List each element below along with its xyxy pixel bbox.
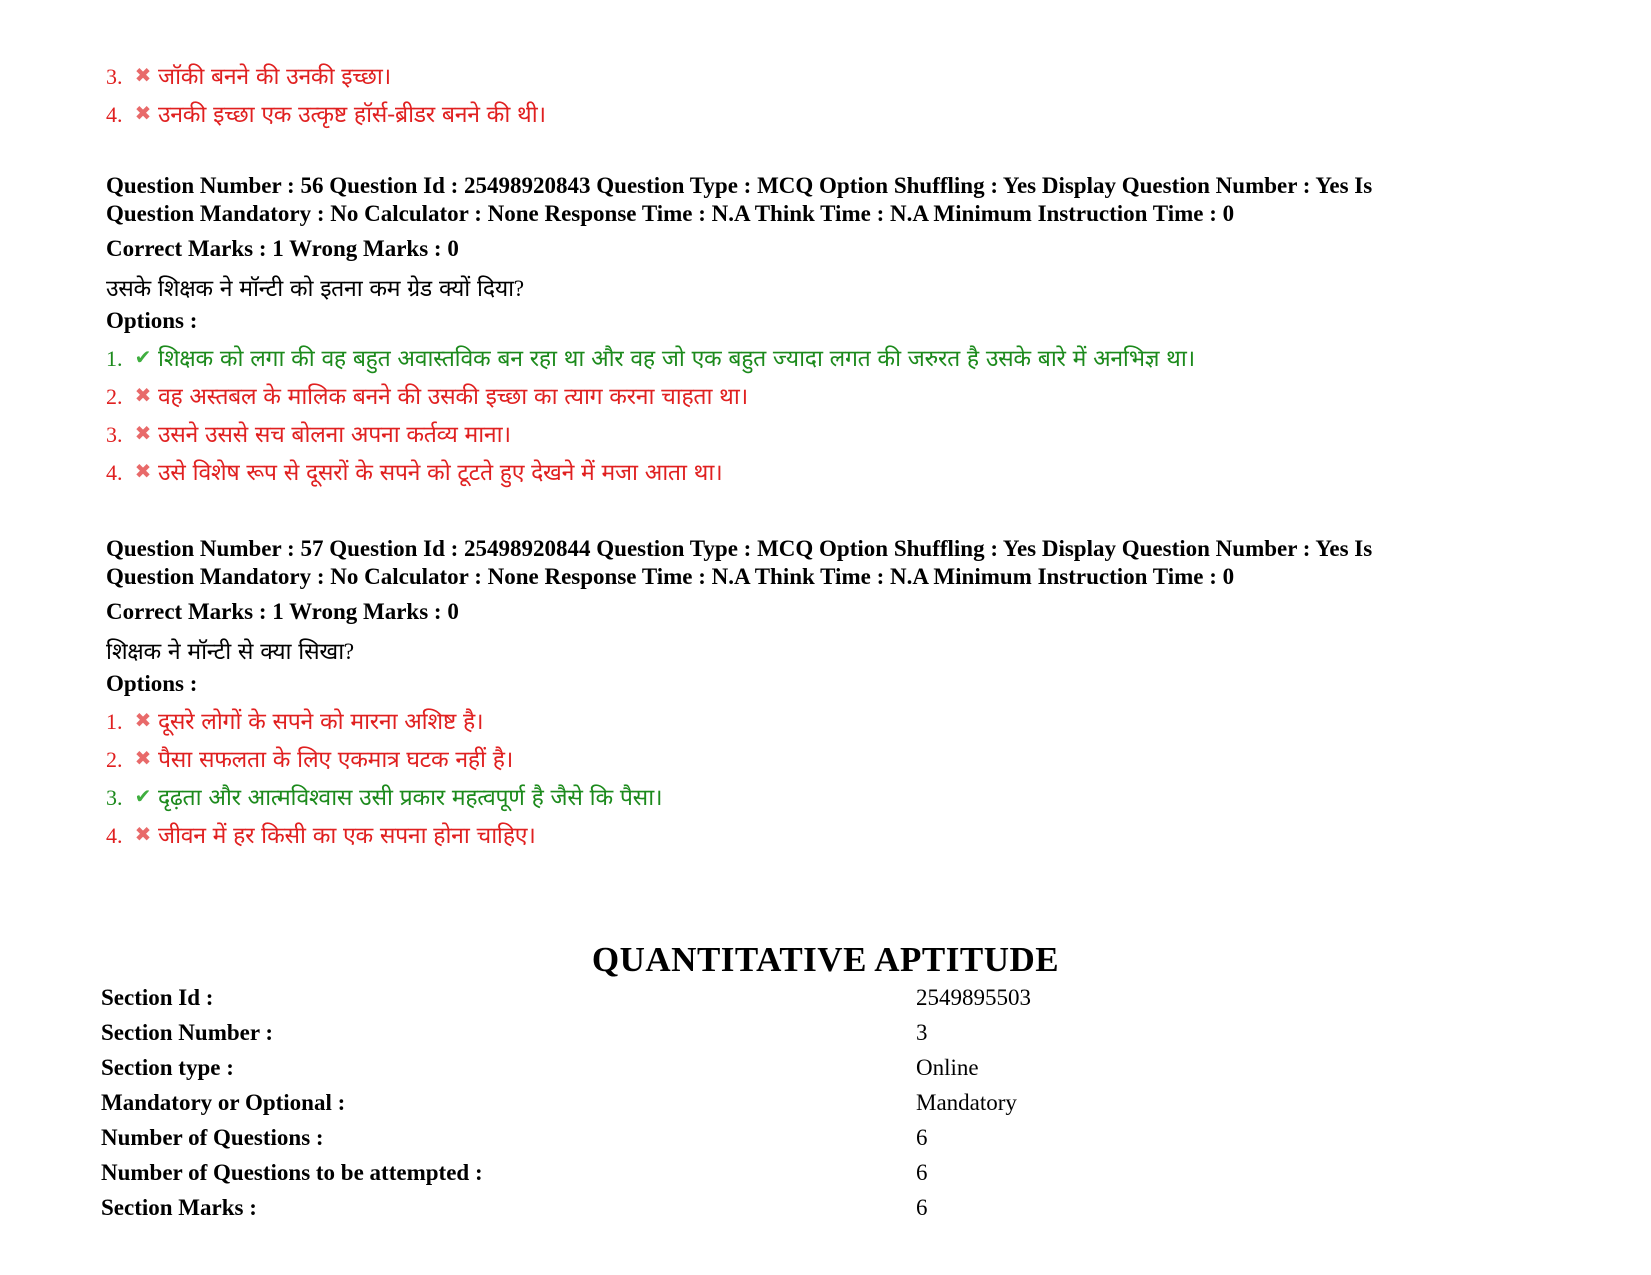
option-number: 1.	[106, 709, 123, 734]
cross-icon: ✖	[134, 708, 152, 732]
option-number: 4.	[106, 102, 123, 127]
option-row	[106, 781, 662, 813]
section-row	[101, 1121, 1101, 1155]
option-number: 2.	[106, 384, 123, 409]
question-mark: ?	[513, 276, 524, 301]
question-mark: ?	[343, 639, 354, 664]
question-meta-line: Question Number : 56 Question Id : 25498920843 Question Type : MCQ Option Shuffling : Yes Display Question Number : Yes Is	[106, 173, 1373, 198]
section-row-label: Section type :	[101, 1055, 234, 1080]
section-row-label: Section Marks :	[101, 1195, 257, 1220]
section-row-label: Section Number :	[101, 1020, 274, 1045]
section-row	[101, 1051, 1101, 1085]
section-row-value: 2549895503	[916, 985, 1031, 1010]
section-row-label: Number of Questions :	[101, 1125, 324, 1150]
option-text: वह अस्तबल के मालिक बनने की उसकी इच्छा का त्याग करना चाहता था।	[158, 384, 748, 410]
check-icon: ✔	[134, 345, 152, 369]
question-text-body: उसके शिक्षक ने मॉन्टी को इतना कम ग्रेड क्यों दिया	[106, 276, 514, 302]
cross-icon: ✖	[134, 101, 152, 125]
section-row	[101, 1086, 1101, 1120]
cross-icon: ✖	[134, 746, 152, 770]
section-row-value: 6	[916, 1125, 928, 1150]
section-row-label: Mandatory or Optional :	[101, 1090, 346, 1115]
section-row-value: 6	[916, 1160, 928, 1185]
section-row	[101, 1016, 1101, 1050]
question-text	[106, 271, 524, 303]
cross-icon: ✖	[134, 459, 152, 483]
option-text: उसने उससे सच बोलना अपना कर्तव्य माना।	[158, 422, 511, 448]
question-text	[106, 634, 354, 666]
options-label: Options :	[106, 671, 198, 696]
option-row	[106, 342, 1195, 374]
option-row	[106, 743, 513, 775]
option-number: 3.	[106, 785, 123, 810]
question-marks: Correct Marks : 1 Wrong Marks : 0	[106, 599, 459, 624]
cross-icon: ✖	[134, 421, 152, 445]
option-text: जॉकी बनने की उनकी इच्छा।	[158, 64, 391, 90]
option-row	[106, 380, 748, 412]
option-row	[106, 819, 536, 851]
option-row	[106, 705, 483, 737]
section-row-value: 6	[916, 1195, 928, 1220]
option-number: 4.	[106, 823, 123, 848]
cross-icon: ✖	[134, 63, 152, 87]
question-marks: Correct Marks : 1 Wrong Marks : 0	[106, 236, 459, 261]
option-text: उनकी इच्छा एक उत्कृष्ट हॉर्स-ब्रीडर बनने की थी।	[158, 102, 546, 128]
option-row	[106, 60, 391, 92]
option-number: 3.	[106, 422, 123, 447]
option-text: पैसा सफलता के लिए एकमात्र घटक नहीं है।	[158, 747, 514, 773]
option-row	[106, 98, 546, 130]
section-row-label: Section Id :	[101, 985, 214, 1010]
option-text: शिक्षक को लगा की वह बहुत अवास्तविक बन रहा था और वह जो एक बहुत ज्यादा लगत की जरुरत है उसके बारे में अनभिज्ञ था।	[158, 346, 1195, 372]
cross-icon: ✖	[134, 822, 152, 846]
check-icon: ✔	[134, 784, 152, 808]
option-text: जीवन में हर किसी का एक सपना होना चाहिए।	[158, 823, 536, 849]
option-number: 1.	[106, 346, 123, 371]
section-title: QUANTITATIVE APTITUDE	[591, 940, 1060, 979]
option-row	[106, 418, 511, 450]
option-text: दूसरे लोगों के सपने को मारना अशिष्ट है।	[158, 709, 484, 735]
option-text: दृढ़ता और आत्मविश्वास उसी प्रकार महत्वपूर्ण है जैसे कि पैसा।	[158, 785, 663, 811]
question-meta-line: Question Mandatory : No Calculator : None Response Time : N.A Think Time : N.A Minimum Instruction Time : 0	[106, 564, 1235, 589]
options-label: Options :	[106, 308, 198, 333]
option-row	[106, 456, 722, 488]
cross-icon: ✖	[134, 383, 152, 407]
section-row-value: 3	[916, 1020, 928, 1045]
question-meta-line: Question Mandatory : No Calculator : None Response Time : N.A Think Time : N.A Minimum Instruction Time : 0	[106, 201, 1235, 226]
question-text-body: शिक्षक ने मॉन्टी से क्या सिखा	[106, 639, 344, 665]
option-number: 3.	[106, 64, 123, 89]
section-row-label: Number of Questions to be attempted :	[101, 1160, 483, 1185]
option-number: 4.	[106, 460, 123, 485]
question-meta-line: Question Number : 57 Question Id : 25498920844 Question Type : MCQ Option Shuffling : Yes Display Question Number : Yes Is	[106, 536, 1373, 561]
section-row	[101, 981, 1101, 1015]
option-number: 2.	[106, 747, 123, 772]
section-row	[101, 1156, 1101, 1190]
section-row-value: Mandatory	[916, 1090, 1017, 1115]
section-row-value: Online	[916, 1055, 979, 1080]
section-row	[101, 1191, 1101, 1225]
option-text: उसे विशेष रूप से दूसरों के सपने को टूटते हुए देखने में मजा आता था।	[158, 460, 723, 486]
